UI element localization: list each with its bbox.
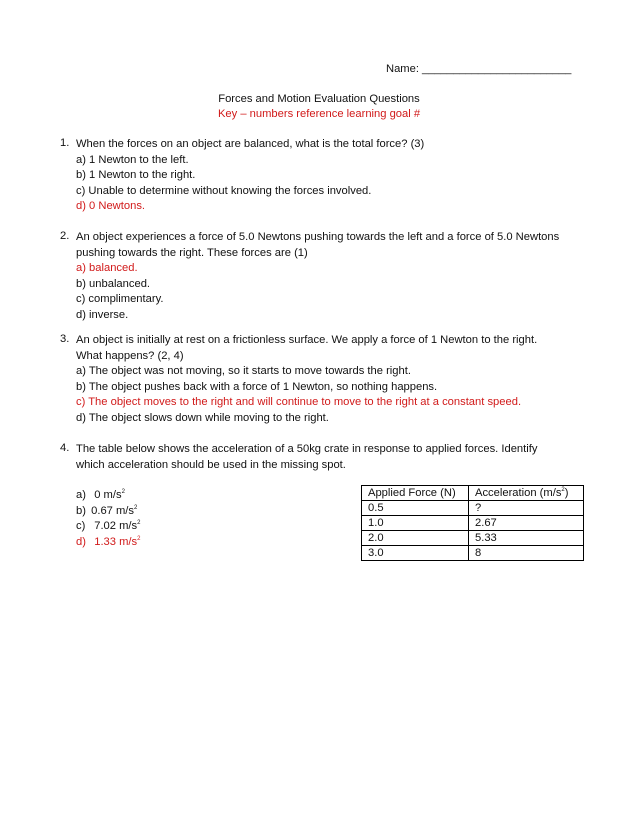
table-row: [362, 531, 584, 546]
option-c: c) 7.02 $m/s^2$: [76, 520, 141, 533]
option-b: b) 1 Newton to the right.: [76, 169, 196, 182]
force-cell: 2.0: [362, 531, 469, 546]
force-cell: 0.5: [362, 501, 469, 516]
acceleration-cell: ?: [469, 501, 584, 516]
option-b: b) unbalanced.: [76, 277, 151, 290]
force-cell: 1.0: [362, 516, 469, 531]
option-a: a) 1 Newton to the left.: [76, 153, 189, 166]
question-1: [60, 137, 600, 215]
acceleration-cell: 8: [469, 546, 584, 561]
question-text: which acceleration should be used in the missing spot.: [76, 458, 346, 471]
option-a: a) The object was not moving, so it starts to move towards the right.: [76, 365, 411, 378]
question-2: [60, 230, 600, 324]
option-d: d) The object slows down while moving to the right.: [76, 411, 329, 424]
question-text: An object experiences a force of 5.0 Newtons pushing towards the left and a force of 5.0 Newtons: [76, 231, 560, 243]
document-title: Forces and Motion Evaluation Questions: [218, 93, 420, 105]
question-4-options: [76, 488, 140, 550]
question-text: What happens? (2, 4): [76, 349, 184, 362]
name-field-line: Name: ________________________: [386, 63, 572, 75]
question-text: pushing towards the right. These forces are (1): [76, 246, 308, 259]
option-c-correct: c) The object moves to the right and will continue to move to the right at a constant speed.: [76, 396, 522, 409]
table-row: [362, 516, 584, 531]
table-header-row: [362, 486, 584, 501]
acceleration-cell: 5.33: [469, 531, 584, 546]
option-d-correct: d) 1.33 $m/s^2$: [76, 535, 141, 548]
question-number: 2.: [60, 230, 70, 242]
option-b: b) 0.67 $m/s^2$: [76, 504, 138, 517]
force-cell: 3.0: [362, 546, 469, 561]
option-c: c) complimentary.: [76, 293, 164, 306]
acceleration-table: [361, 485, 584, 561]
option-c: c) Unable to determine without knowing the forces involved.: [76, 184, 372, 197]
option-d-correct: d) 0 Newtons.: [76, 200, 146, 213]
question-number: 1.: [60, 137, 70, 149]
header-acceleration: Acceleration $(m/s^2)$: [469, 486, 584, 501]
question-number: 4.: [60, 442, 70, 454]
option-b: b) The object pushes back with a force of 1 Newton, so nothing happens.: [76, 380, 438, 393]
question-number: 3.: [60, 333, 70, 345]
header-applied-force: Applied Force (N): [362, 486, 469, 501]
question-text: When the forces on an object are balanced, what is the total force? (3): [76, 138, 425, 150]
question-text: An object is initially at rest on a frictionless surface. We apply a force of 1 Newton to the right.: [76, 334, 538, 346]
acceleration-cell: 2.67: [469, 516, 584, 531]
table-row: [362, 546, 584, 561]
answer-key-note: Key – numbers reference learning goal #: [217, 108, 421, 120]
option-a-correct: a) balanced.: [76, 262, 138, 275]
question-4: [60, 442, 600, 473]
table-row: [362, 501, 584, 516]
option-d: d) inverse.: [76, 308, 129, 321]
question-3: [60, 333, 600, 427]
question-text: The table below shows the acceleration of a 50kg crate in response to applied forces. Identify: [76, 443, 538, 455]
option-a: a) 0 $m/s^2$: [76, 489, 125, 501]
